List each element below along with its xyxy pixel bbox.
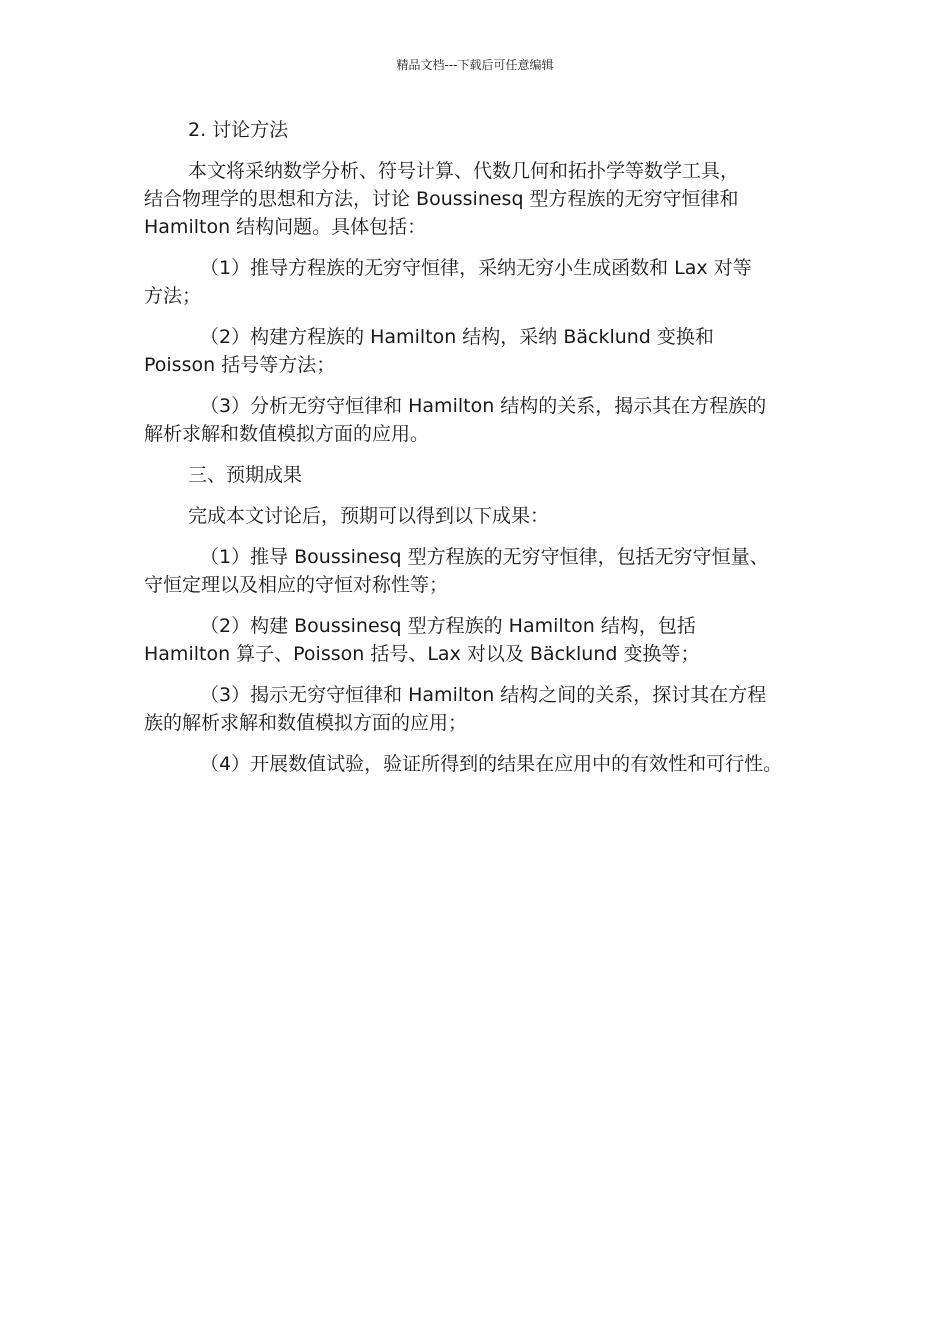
results-list-item — [144, 750, 824, 778]
section-heading-expected-results: 三、预期成果 — [188, 464, 303, 486]
list-item-line: Poisson 括号等方法； — [144, 354, 336, 376]
list-item-line: 族的解析求解和数值模拟方面的应用； — [144, 712, 468, 734]
methods-intro-paragraph — [144, 157, 824, 241]
paragraph-line: Hamilton 结构问题。具体包括： — [144, 216, 427, 238]
paragraph-line: 本文将采纳数学分析、符号计算、代数几何和拓扑学等数学工具， — [188, 160, 740, 182]
list-item-line: （3）分析无穷守恒律和 Hamilton 结构的关系，揭示其在方程族的 — [200, 395, 767, 417]
results-list-item — [144, 543, 824, 599]
list-item-line: （2）构建方程族的 Hamilton 结构，采纳 Bäcklund 变换和 — [200, 326, 714, 348]
page-header: 精品文档---下载后可任意编辑 — [396, 58, 554, 72]
list-item-line: （1）推导方程族的无穷守恒律，采纳无穷小生成函数和 Lax 对等 — [200, 257, 752, 279]
list-item-line: 方法； — [144, 285, 202, 307]
document-body — [144, 116, 824, 791]
results-list-item — [144, 681, 824, 737]
expected-results-intro: 完成本文讨论后，预期可以得到以下成果： — [188, 505, 550, 527]
results-list-item — [144, 612, 824, 668]
list-item-line: 解析求解和数值模拟方面的应用。 — [144, 423, 430, 445]
list-item-line: （3）揭示无穷守恒律和 Hamilton 结构之间的关系，探讨其在方程 — [200, 684, 767, 706]
methods-list-item — [144, 392, 824, 448]
list-item-line: 守恒定理以及相应的守恒对称性等； — [144, 574, 449, 596]
section-heading-methods: 2. 讨论方法 — [188, 119, 289, 141]
methods-list-item — [144, 254, 824, 310]
list-item-line: Hamilton 算子、Poisson 括号、Lax 对以及 Bäcklund 变换等； — [144, 643, 700, 665]
methods-list-item — [144, 323, 824, 379]
list-item-line: （1）推导 Boussinesq 型方程族的无穷守恒律，包括无穷守恒量、 — [200, 546, 769, 568]
list-item-line: （4）开展数值试验，验证所得到的结果在应用中的有效性和可行性。 — [200, 753, 783, 775]
paragraph-line: 结合物理学的思想和方法，讨论 Boussinesq 型方程族的无穷守恒律和 — [144, 188, 739, 210]
list-item-line: （2）构建 Boussinesq 型方程族的 Hamilton 结构，包括 — [200, 615, 696, 637]
